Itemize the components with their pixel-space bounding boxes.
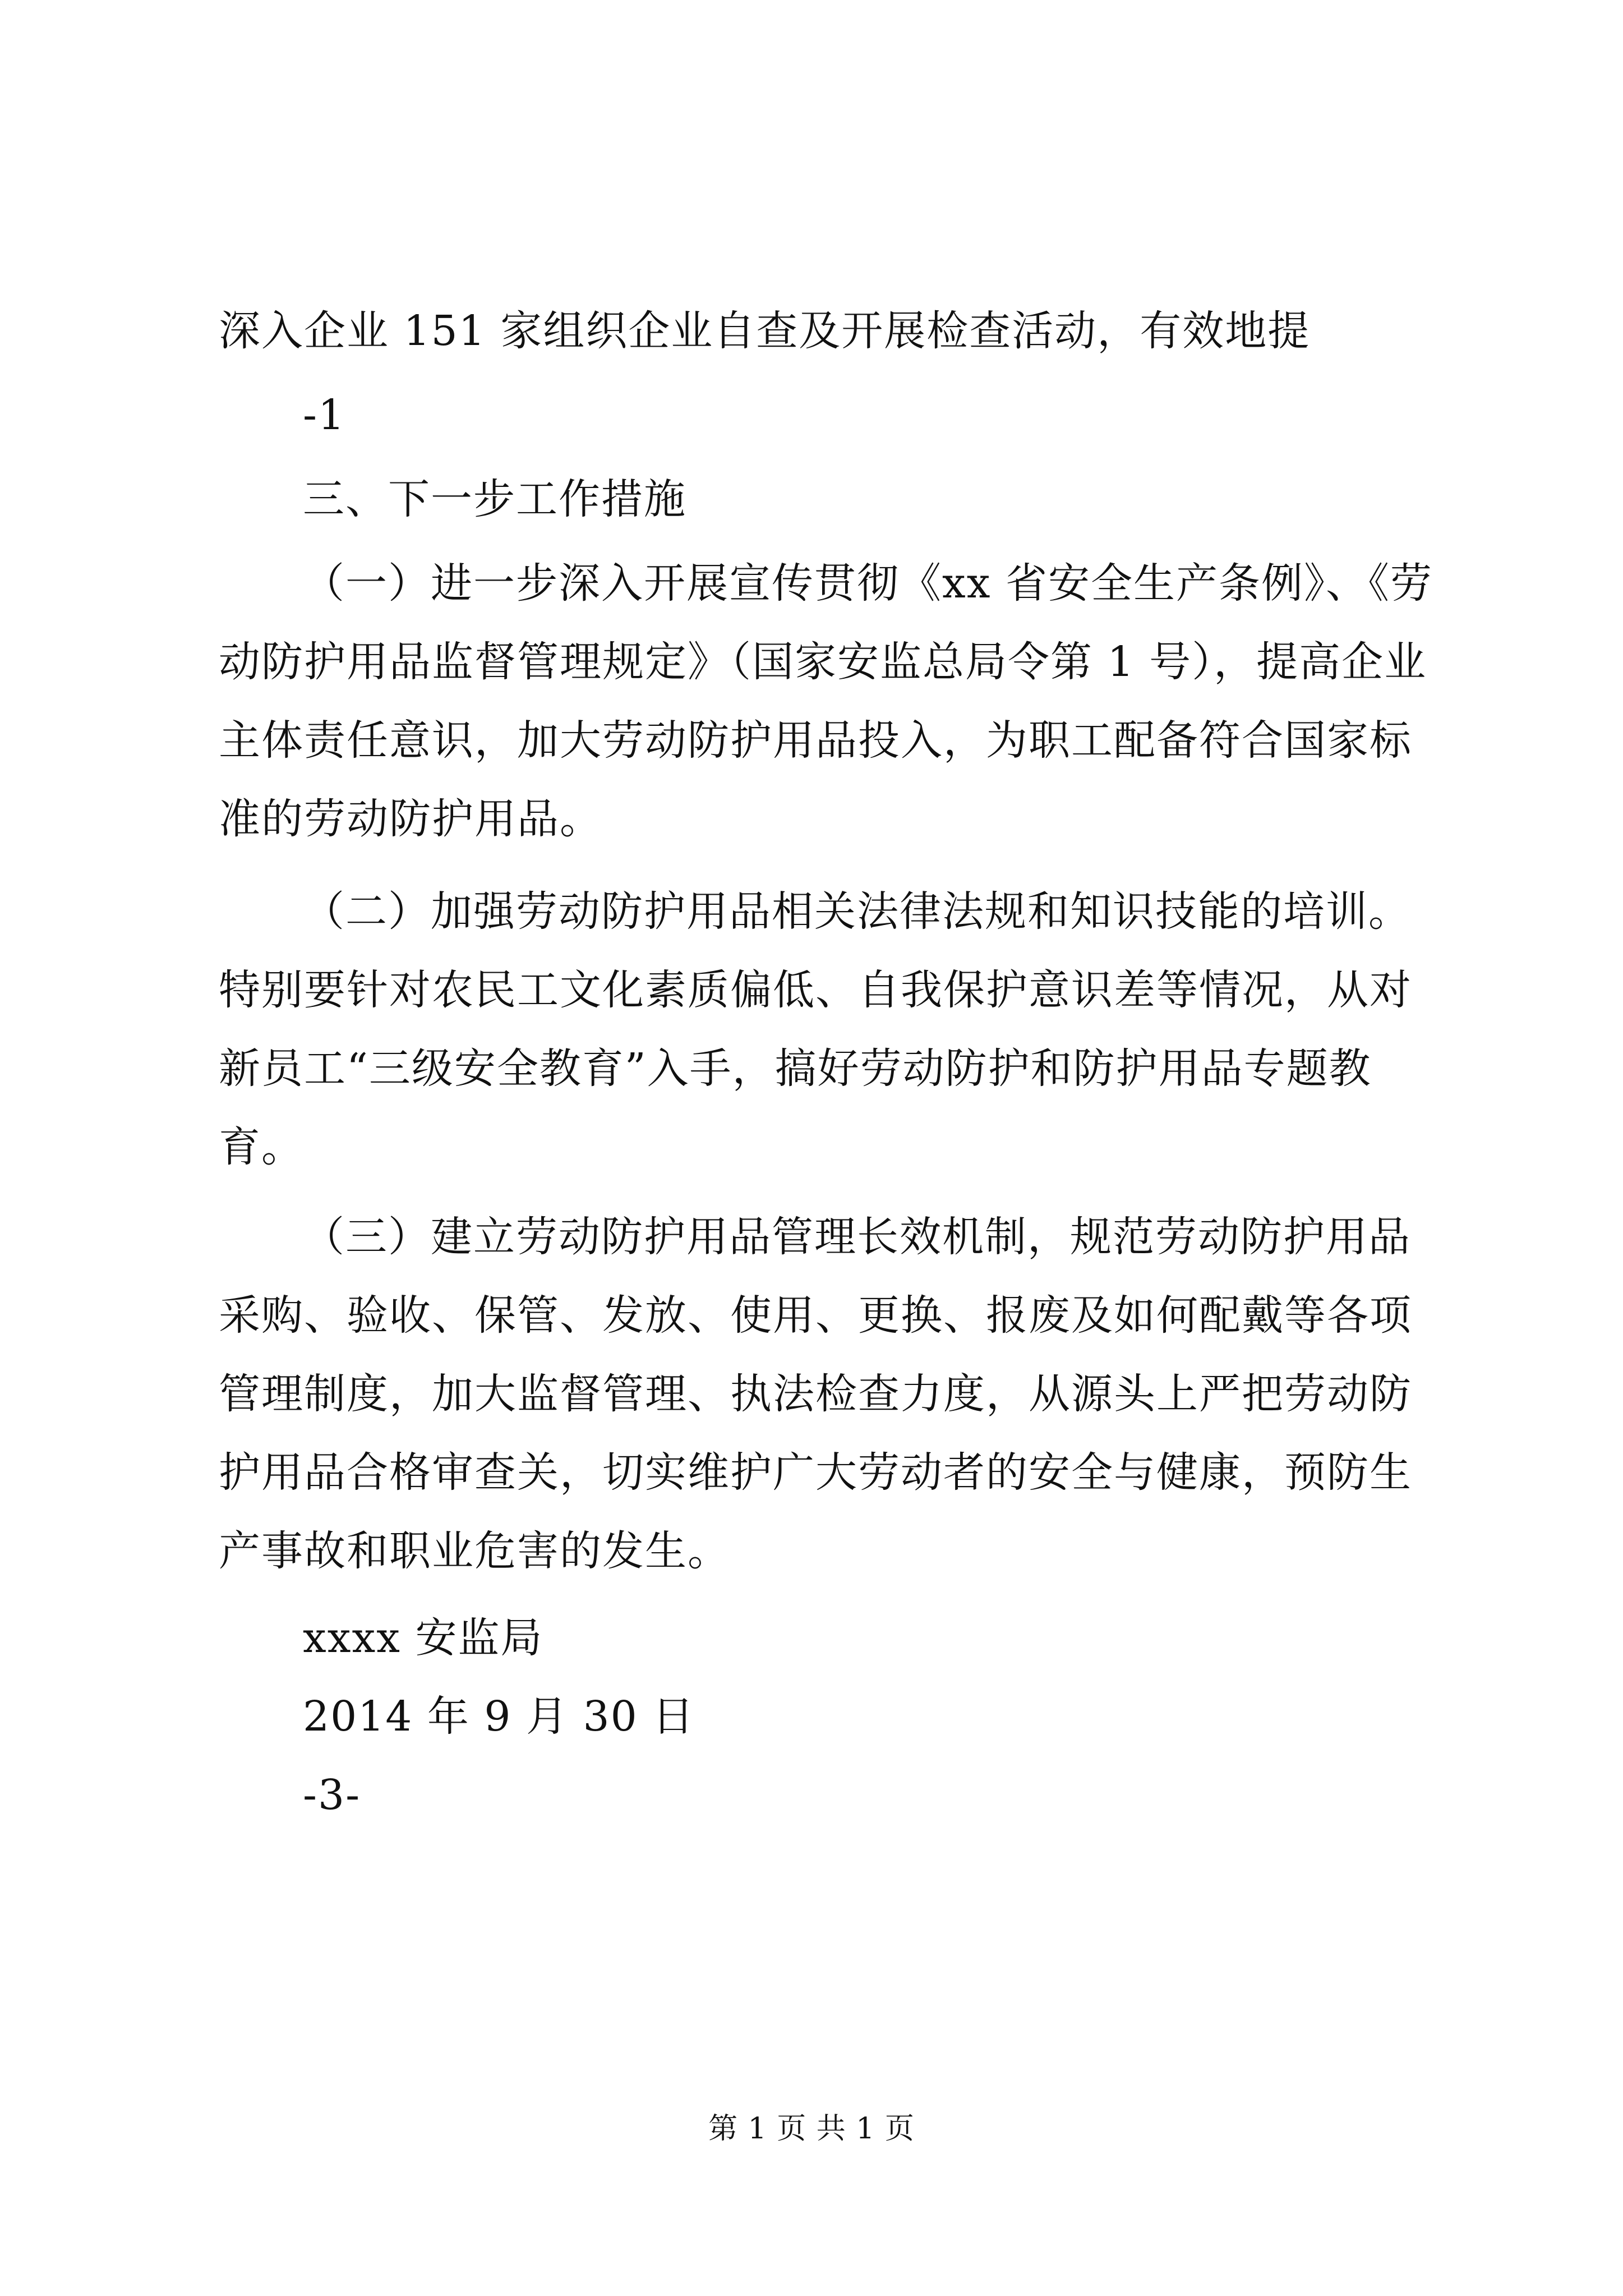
body-line: 主体责任意识，加大劳动防护用品投入，为职工配备符合国家标 [219,716,1412,765]
body-line: 护用品合格审查关，切实维护广大劳动者的安全与健康，预防生 [219,1448,1412,1497]
body-line: 采购、验收、保管、发放、使用、更换、报废及如何配戴等各项 [219,1291,1412,1340]
body-line: （一）进一步深入开展宣传贯彻《xx 省安全生产条例》、《劳 [303,559,1433,608]
body-line: 特别要针对农民工文化素质偏低、自我保护意识差等情况，从对 [219,966,1412,1014]
signature-org: xxxx 安监局 [303,1614,543,1662]
body-line: 新员工“三级安全教育”入手，搞好劳动防护和防护用品专题教 [219,1045,1372,1093]
body-line: 深入企业 151 家组织企业自查及开展检查活动，有效地提 [219,307,1311,355]
page-marker: -3- [303,1771,361,1819]
body-line: （三）建立劳动防护用品管理长效机制，规范劳动防护用品 [303,1213,1411,1261]
page-marker: -1 [303,391,346,439]
body-line: （二）加强劳动防护用品相关法律法规和知识技能的培训。 [303,887,1411,936]
body-line: 动防护用品监督管理规定》（国家安监总局令第 1 号），提高企业 [219,638,1427,686]
section-heading: 三、下一步工作措施 [303,475,686,523]
body-line: 准的劳动防护用品。 [219,795,602,843]
signature-date: 2014 年 9 月 30 日 [303,1692,695,1741]
body-line: 管理制度，加大监督管理、执法检查力度，从源头上严把劳动防 [219,1370,1412,1418]
page-footer: 第 1 页 共 1 页 [708,2112,915,2146]
body-line: 育。 [219,1123,304,1171]
body-line: 产事故和职业危害的发生。 [219,1527,730,1575]
